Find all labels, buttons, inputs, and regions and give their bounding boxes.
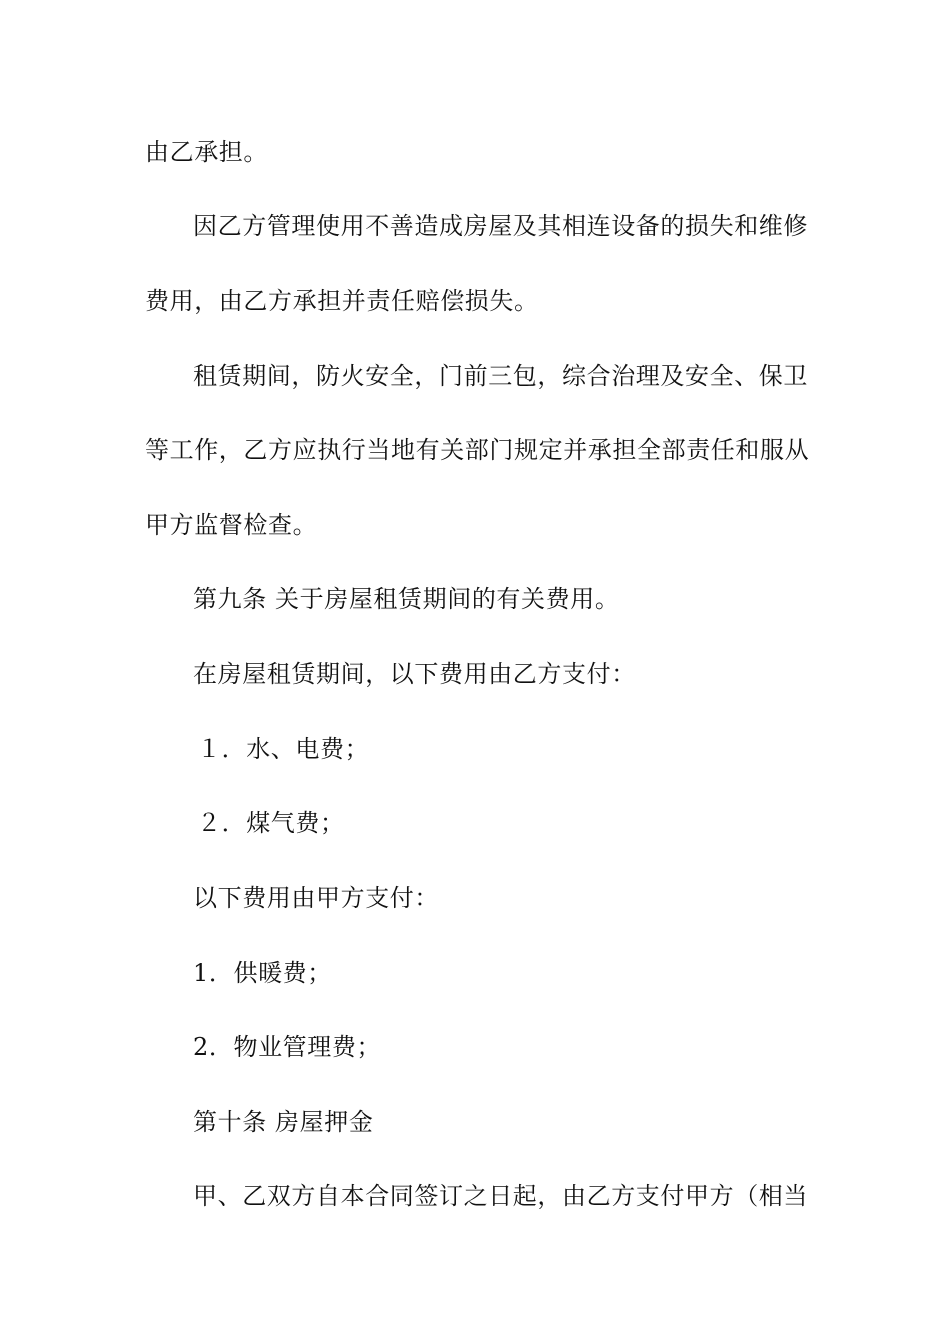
text-line: 甲方监督检查。 [145, 511, 318, 539]
paragraph-first-line: 因乙方管理使用不善造成房屋及其相连设备的损失和维修 [193, 212, 808, 240]
list-item: ２．煤气费； [197, 809, 345, 837]
article-heading: 第十条 房屋押金 [193, 1108, 374, 1136]
list-item: 1．供暖费； [193, 959, 332, 987]
list-item: 2．物业管理费； [193, 1033, 382, 1061]
paragraph-first-line: 在房屋租赁期间，以下费用由乙方支付： [193, 660, 636, 688]
text-line: 等工作，乙方应执行当地有关部门规定并承担全部责任和服从 [145, 436, 810, 464]
paragraph-first-line: 甲、乙双方自本合同签订之日起，由乙方支付甲方（相当 [193, 1182, 808, 1210]
paragraph-first-line: 租赁期间，防火安全，门前三包，综合治理及安全、保卫 [193, 362, 808, 390]
list-item: １．水、电费； [197, 735, 370, 763]
paragraph-first-line: 以下费用由甲方支付： [193, 884, 439, 912]
article-heading: 第九条 关于房屋租赁期间的有关费用。 [193, 585, 620, 613]
text-line: 费用，由乙方承担并责任赔偿损失。 [145, 287, 539, 315]
text-line: 由乙承担。 [145, 138, 268, 166]
